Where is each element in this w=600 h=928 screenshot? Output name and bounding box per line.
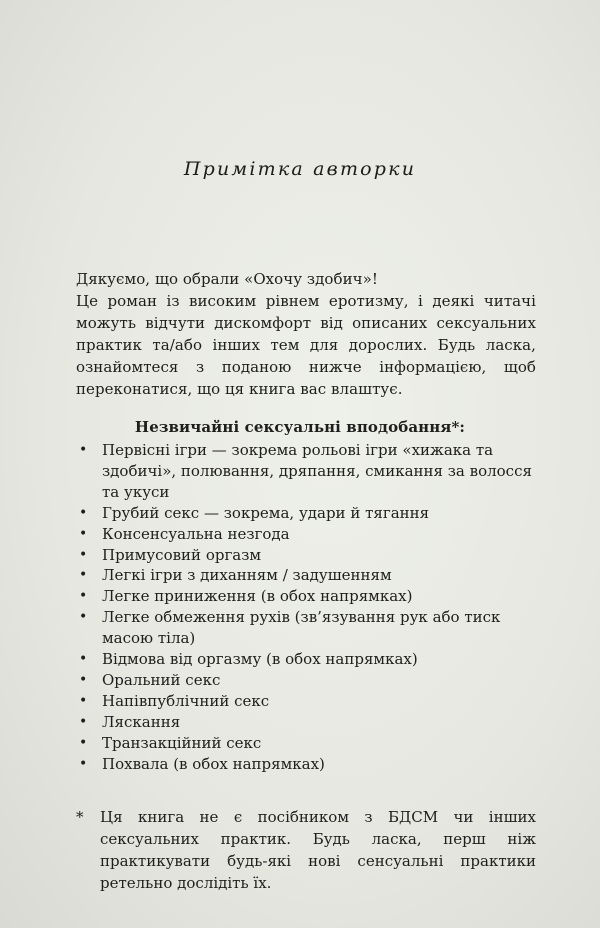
list-item-text: Грубий секс — зокрема, удари й тягання xyxy=(102,503,430,522)
list-item xyxy=(76,440,536,503)
list-item xyxy=(76,649,536,670)
intro-paragraph xyxy=(76,268,536,400)
bullet-icon: • xyxy=(79,504,88,521)
bullet-icon: • xyxy=(79,713,88,730)
list-item xyxy=(76,754,536,775)
list-item-text: Транзакційний секс xyxy=(102,733,262,752)
list-item-text: Напівпублічний секс xyxy=(102,691,270,710)
list-item xyxy=(76,524,536,545)
bullet-icon: • xyxy=(79,755,88,772)
bullet-icon: • xyxy=(79,671,88,688)
bullet-icon: • xyxy=(79,692,88,709)
intro-body: Це роман із високим рівнем еротизму, і деякі читачі можуть відчути дискомфорт від описаних сексуальних практик та/або інших тем для дорослих. Будь ласка, ознайомтеся з поданою нижче інформацією, щоб переконатися, що ця книга вас влаштує. xyxy=(76,292,536,398)
page-title: Примітка авторки xyxy=(183,158,417,180)
bullet-icon: • xyxy=(79,442,88,458)
list-item-text: Легке приниження (в обох напрямках) xyxy=(102,587,413,606)
list-item-text: Відмова від оргазму (в обох напрямках) xyxy=(102,650,418,669)
bullet-icon: • xyxy=(79,588,88,605)
list-item xyxy=(76,503,536,524)
intro-lead: Дякуємо, що обрали «Охочу здобич»! xyxy=(76,270,378,288)
list-item xyxy=(76,691,536,712)
bullet-icon: • xyxy=(79,546,88,563)
list-item-text: Легкі ігри з диханням / задушенням xyxy=(102,566,392,585)
list-item-text: Первісні ігри — зокрема рольові ігри «хижака та здобичі», полювання, дряпання, смикання за волосся та укуси xyxy=(102,441,532,501)
bullet-icon: • xyxy=(79,567,88,584)
footnote-text: Ця книга не є посібником з БДСМ чи інших сексуальних практик. Будь ласка, перш ніж практикувати будь-які нові сенсуальні практики ретельно дослідіть їх. xyxy=(100,808,536,892)
list-item-text: Легке обмеження рухів (зв’язування рук або тиск масою тіла) xyxy=(102,608,501,648)
footnote xyxy=(76,806,536,894)
bullet-icon: • xyxy=(79,525,88,542)
practices-list xyxy=(76,440,536,775)
list-item xyxy=(76,545,536,566)
list-item-text: Примусовий оргазм xyxy=(102,545,262,564)
list-item-text: Оральний секс xyxy=(102,670,221,689)
list-item xyxy=(76,565,536,586)
list-item xyxy=(76,712,536,733)
list-item-text: Похвала (в обох напрямках) xyxy=(102,754,325,773)
bullet-icon: • xyxy=(79,651,88,668)
list-item xyxy=(76,607,536,649)
list-item xyxy=(76,733,536,754)
list-item-text: Ляскання xyxy=(102,712,181,731)
list-item xyxy=(76,586,536,607)
bullet-icon: • xyxy=(79,609,88,626)
footnote-mark: * xyxy=(76,808,84,826)
bullet-icon: • xyxy=(79,734,88,751)
list-item xyxy=(76,670,536,691)
list-item-text: Консенсуальна незгода xyxy=(102,524,290,543)
section-heading: Незвичайні сексуальні вподобання*: xyxy=(134,418,466,436)
